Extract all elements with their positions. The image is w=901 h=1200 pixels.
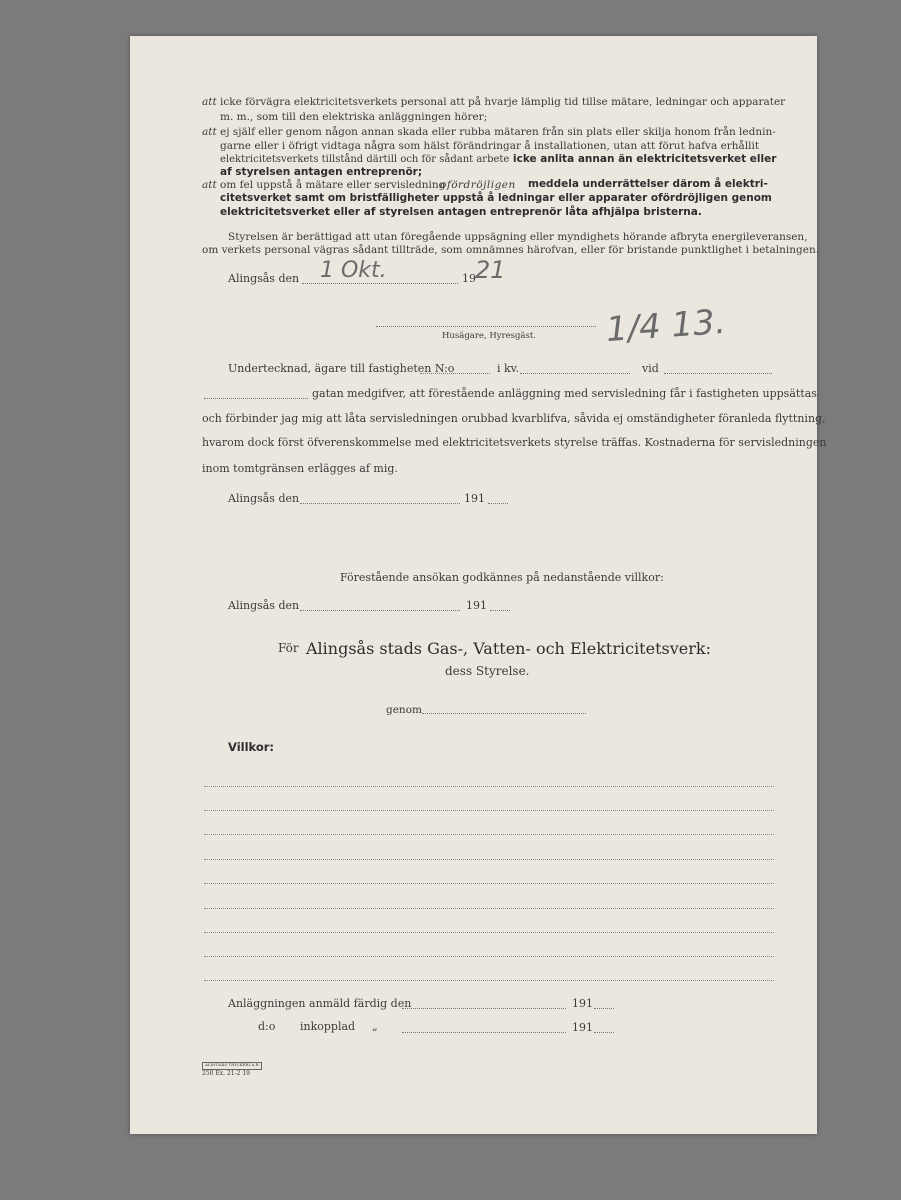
condition-line	[204, 786, 774, 787]
connected-label: inkopplad	[300, 1020, 356, 1033]
signature-1-line	[376, 326, 596, 327]
date-2-year: 191	[464, 492, 485, 505]
date-3-year: 191	[466, 599, 487, 612]
completion-year-1: 191	[572, 997, 593, 1010]
owner-line-4: hvarom dock först öfverenskommelse med elektricitetsverkets styrelse träffas. Kostnaderna för servisledningen	[202, 436, 827, 449]
condition-line	[204, 859, 774, 860]
printer-run: 250 Ex. 21-2 19	[202, 1070, 250, 1077]
clause-2-line-1: ej själf eller genom någon annan skada eller rubba mätaren från sin plats eller skilja honom från lednin-	[220, 126, 776, 138]
date-1-year: 19	[462, 272, 476, 285]
clause-2-line-4: af styrelsen antagen entreprenör;	[220, 166, 423, 178]
date-2-label: Alingsås den	[228, 492, 300, 505]
via-line	[422, 713, 586, 714]
clause-2-line-3a: elektricitetsverkets tillstånd därtill och för sådant arbete	[220, 154, 510, 165]
date-3-line	[300, 610, 460, 611]
ditto-quote: „	[372, 1020, 378, 1033]
clause-3-line-2: citetsverket samt om bristfälligheter uppstå å ledningar eller apparater ofördröjligen genom	[220, 192, 772, 204]
ditto-label: d:o	[258, 1020, 276, 1033]
authority-prefix: För	[278, 641, 299, 655]
via-label: genom	[386, 704, 422, 716]
clause-2-line-3b: icke anlita annan än elektricitetsverket eller	[513, 153, 777, 165]
date-3-label: Alingsås den	[228, 599, 300, 612]
owner-line-3: och förbinder jag mig att låta servisledningen orubbad kvarblifva, såvida ej omständigheter föranleda flyttning,	[202, 412, 826, 425]
owner-line-2: gatan medgifver, att förestående anläggning med servisledning får i fastigheten uppsättas	[312, 387, 817, 400]
clause-1-line-2: m. m., som till den elektriska anläggningen hörer;	[220, 111, 488, 123]
owner-line-5: inom tomtgränsen erlägges af mig.	[202, 462, 398, 475]
printer-stamp-text: ALINGSÅS TRYCKERI A.B.	[205, 1062, 260, 1067]
authority-sub: dess Styrelse.	[445, 664, 530, 678]
clause-1-line-1: icke förvägra elektricitetsverkets personal att på hvarje lämplig tid tillse mätare, ledningar och apparater	[220, 96, 786, 108]
authority-name: Alingsås stads Gas-, Vatten- och Elektricitetsverk:	[306, 639, 711, 658]
condition-line	[204, 834, 774, 835]
paragraph-line-2: om verkets personal vägras sådant tillträde, som omnämnes härofvan, eller för bristande punktlighet i betalningen.	[202, 244, 820, 256]
owner-quarter-line	[520, 373, 630, 374]
signature-1-caption: Husägare, Hyresgäst.	[442, 331, 536, 341]
clause-3-line-3: elektricitetsverket eller af styrelsen antagen entreprenör låta afhjälpa bristerna.	[220, 206, 702, 218]
owner-line-1a: Undertecknad, ägare till fastigheten N:o	[228, 362, 455, 375]
clause-2-line-2: garne eller i öfrigt vidtaga några som hälst förändringar å installationen, utan att förut hafva erhållit	[220, 140, 760, 152]
completion-date-line	[402, 1008, 566, 1009]
completion-year-2-line	[594, 1032, 614, 1033]
condition-line	[204, 883, 774, 884]
date-1-handwritten-year: 21	[475, 256, 506, 284]
date-2-line	[300, 503, 460, 504]
date-2-year-line	[488, 503, 508, 504]
owner-gatan-line	[204, 398, 308, 399]
connected-date-line	[402, 1032, 566, 1033]
clause-3-line-1c: meddela underrättelser därom å elektri-	[528, 178, 768, 190]
completion-label: Anläggningen anmäld färdig den	[228, 997, 412, 1010]
signature-1-handwritten: 1/4 13.	[604, 301, 727, 351]
owner-line-1c: vid	[642, 362, 659, 375]
condition-line	[204, 810, 774, 811]
clause-3-line-1a: om fel uppstå å mätare eller servisledning	[220, 179, 446, 191]
completion-year-1-line	[594, 1008, 614, 1009]
clause-1-marker: att	[202, 96, 217, 108]
conditions-label: Villkor:	[228, 740, 275, 754]
paragraph-line-1: Styrelsen är berättigad att utan föregående uppsägning eller myndighets hörande afbryta energileveransen,	[228, 231, 808, 243]
condition-line	[204, 980, 774, 981]
date-1-label: Alingsås den	[228, 272, 300, 285]
printer-stamp	[202, 1062, 262, 1070]
owner-number-line	[420, 373, 490, 374]
completion-year-2: 191	[572, 1021, 593, 1034]
date-1-line	[302, 283, 458, 284]
owner-street-line	[664, 373, 772, 374]
owner-line-1b: i kv.	[497, 362, 520, 375]
condition-line	[204, 956, 774, 957]
condition-line	[204, 908, 774, 909]
approval-text: Förestående ansökan godkännes på nedanstående villkor:	[340, 571, 664, 584]
clause-3-line-1b: ofördröjligen	[440, 179, 516, 191]
condition-line	[204, 932, 774, 933]
clause-2-marker: att	[202, 126, 217, 138]
form-sheet	[130, 36, 827, 1134]
date-1-handwritten: 1 Okt.	[320, 258, 387, 283]
date-3-year-line	[490, 610, 510, 611]
clause-3-marker: att	[202, 179, 217, 191]
